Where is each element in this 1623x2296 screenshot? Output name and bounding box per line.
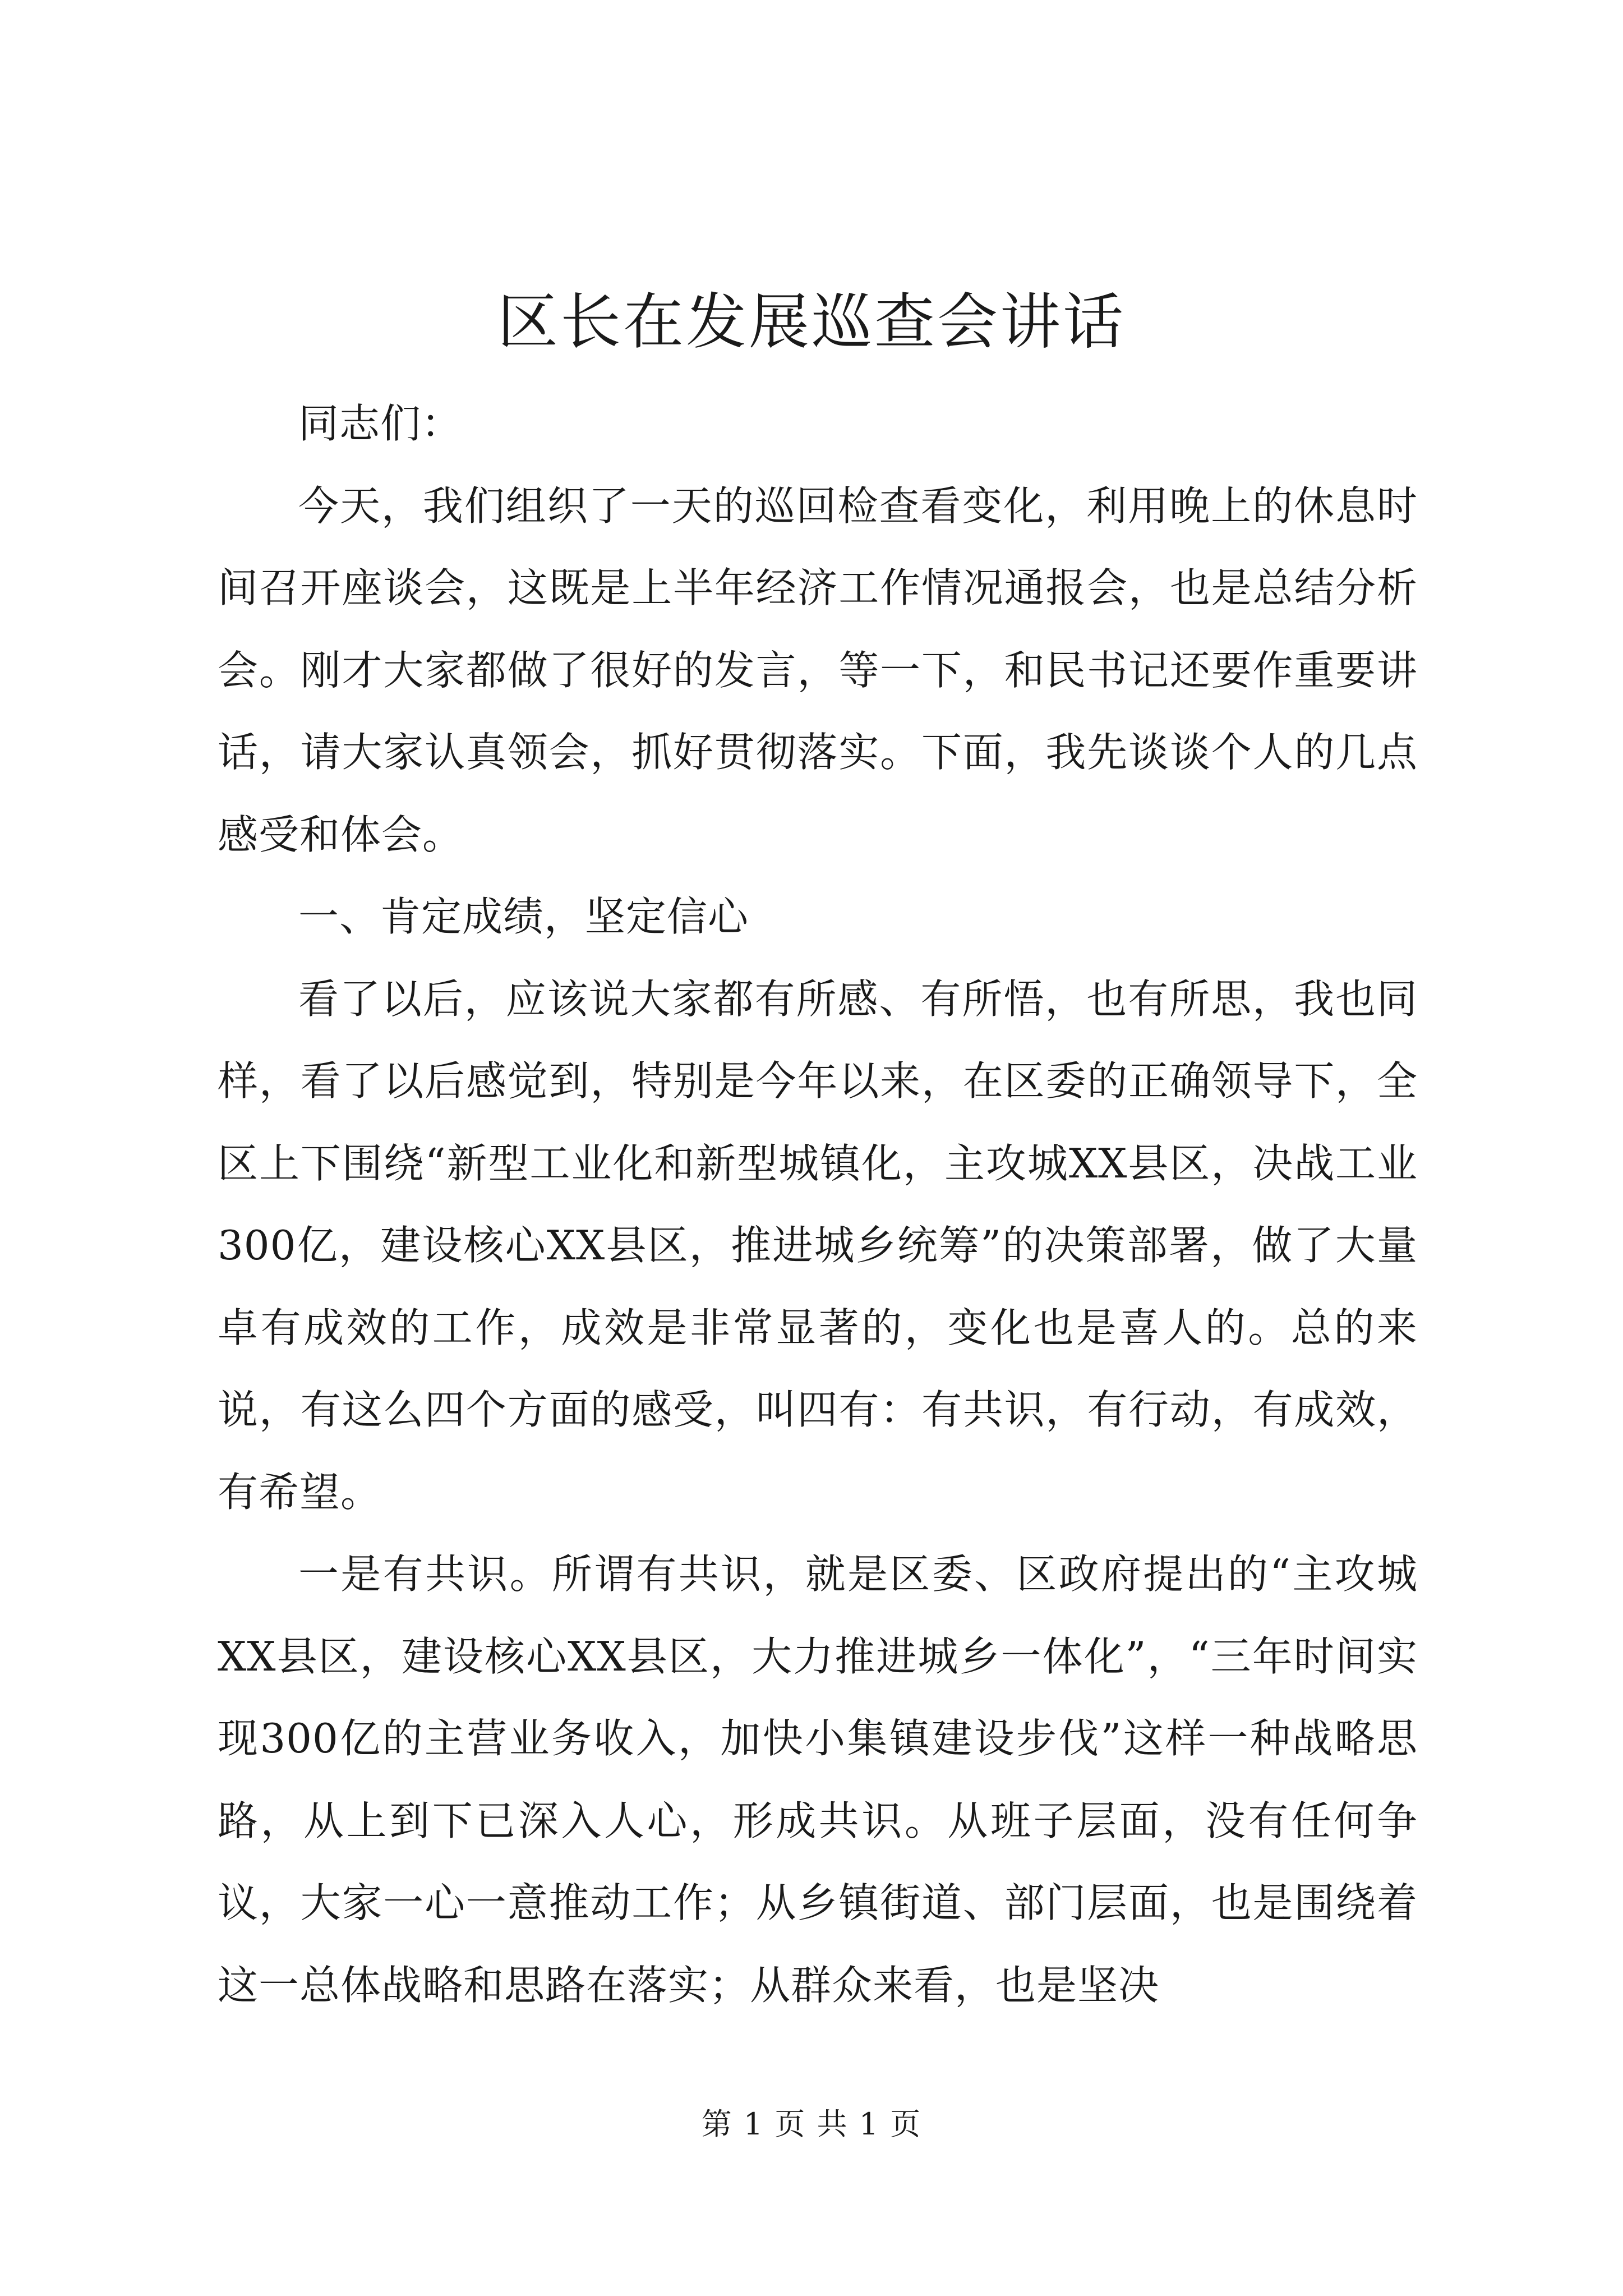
intro-paragraph: 今天，我们组织了一天的巡回检查看变化，利用晚上的休息时间召开座谈会，这既是上半年经济工作情况通报会，也是总结分析会。刚才大家都做了很好的发言，等一下，和民书记还要作重要讲话，请大家认真领会，抓好贯彻落实。下面，我先谈谈个人的几点感受和体会。 [218, 482, 1418, 858]
page-number-footer: 第 1 页 共 1 页 [701, 2106, 922, 2142]
body-paragraph: 看了以后，应该说大家都有所感、有所悟，也有所思，我也同样，看了以后感觉到，特别是今年以来，在区委的正确领导下，全区上下围绕“新型工业化和新型城镇化，主攻城XX县区，决战工业300亿，建设核心XX县区，推进城乡统筹”的决策部署，做了大量卓有成效的工作，成效是非常显著的，变化也是喜人的。总的来说，有这么四个方面的感受，叫四有：有共识，有行动，有成效，有希望。 [218, 975, 1418, 1516]
document-title: 区长在发展巡查会讲话 [497, 287, 1126, 357]
body-paragraph: 一是有共识。所谓有共识，就是区委、区政府提出的“主攻城XX县区，建设核心XX县区，大力推进城乡一体化”，“三年时间实现300亿的主营业务收入，加快小集镇建设步伐”这样一种战略思路，从上到下已深入人心，形成共识。从班子层面，没有任何争议，大家一心一意推动工作；从乡镇街道、部门层面，也是围绕着这一总体战略和思路在落实；从群众来看，也是坚决 [218, 1550, 1418, 2009]
document-body [218, 383, 1418, 2026]
salutation-paragraph: 同志们： [298, 400, 463, 447]
section-heading: 一、肯定成绩，坚定信心 [298, 893, 749, 940]
